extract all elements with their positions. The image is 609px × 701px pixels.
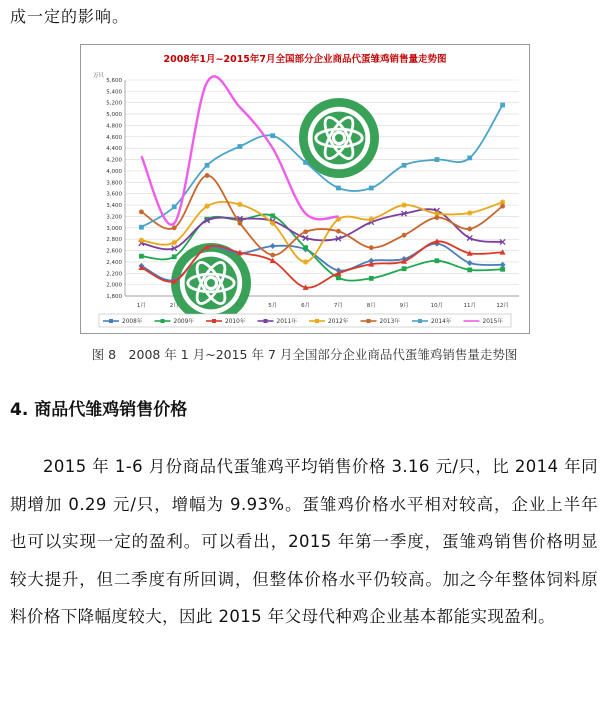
data-point-2013年 — [172, 225, 177, 230]
data-point-2013年 — [270, 253, 275, 258]
legend-label: 2013年 — [379, 319, 401, 325]
data-point-2013年 — [303, 229, 308, 234]
data-point-2014年 — [270, 133, 275, 138]
line-chart — [81, 45, 529, 333]
y-tick-label: 4,800 — [106, 123, 122, 130]
section-heading: 4. 商品代雏鸡销售价格 — [10, 400, 188, 420]
data-point-2009年 — [336, 275, 341, 280]
data-point-2014年 — [172, 204, 177, 209]
legend-marker-2013年 — [367, 319, 371, 323]
y-tick-label: 3,600 — [106, 191, 122, 198]
data-point-2014年 — [369, 186, 374, 191]
data-point-2012年 — [467, 210, 473, 216]
data-point-2009年 — [303, 245, 308, 250]
y-tick-label: 3,200 — [106, 214, 122, 221]
y-tick-label: 3,400 — [106, 203, 122, 210]
data-point-2014年 — [205, 163, 210, 168]
y-tick-label: 4,200 — [106, 157, 122, 164]
data-point-2013年 — [205, 173, 210, 178]
data-point-2012年 — [204, 203, 210, 209]
data-point-2014年 — [402, 163, 407, 168]
legend-marker-2014年 — [418, 319, 422, 323]
legend-marker-2009年 — [161, 319, 165, 323]
data-point-2009年 — [435, 258, 440, 263]
legend-label: 2009年 — [173, 319, 195, 325]
y-axis-label: 万只 — [93, 73, 105, 79]
legend-marker-2008年 — [109, 319, 113, 323]
top-text: 成一定的影响。 — [10, 7, 130, 26]
y-tick-label: 4,600 — [106, 134, 122, 141]
data-point-2013年 — [467, 227, 472, 232]
legend-label: 2008年 — [122, 319, 143, 325]
data-point-2014年 — [500, 103, 505, 108]
x-tick-label: 6月 — [301, 303, 311, 309]
y-tick-label: 1,800 — [106, 294, 122, 300]
legend-label: 2010年 — [225, 319, 246, 325]
legend-marker-2010年 — [212, 319, 216, 323]
legend-label: 2011年 — [276, 319, 298, 325]
x-tick-label: 1月 — [136, 303, 146, 309]
x-tick-label: 10月 — [430, 303, 444, 309]
figure-caption: 图 8 2008 年 1 月~2015 年 7 月全国部分企业商品代蛋雏鸡销售量走势图 — [91, 347, 518, 362]
y-tick-label: 2,600 — [106, 248, 122, 255]
data-point-2012年 — [139, 237, 145, 243]
data-point-2013年 — [336, 229, 341, 234]
data-point-2009年 — [172, 254, 177, 259]
x-tick-label: 7月 — [333, 303, 343, 309]
y-tick-label: 5,400 — [106, 89, 122, 96]
data-point-2014年 — [139, 225, 144, 230]
data-point-2009年 — [139, 254, 144, 259]
data-point-2012年 — [368, 216, 374, 222]
legend-label: 2012年 — [328, 319, 349, 325]
y-tick-label: 2,400 — [106, 259, 122, 266]
data-point-2008年 — [270, 243, 276, 249]
data-point-2012年 — [270, 220, 276, 226]
y-tick-label: 3,800 — [106, 180, 122, 187]
data-point-2009年 — [369, 276, 374, 281]
data-point-2014年 — [336, 186, 341, 191]
body-paragraph: 2015 年 1-6 月份商品代蛋雏鸡平均销售价格 3.16 元/只，比 2014 年同期增加 0.29 元/只，增幅为 9.93%。蛋雏鸡价格水平相对较高，企业上半年也可以实现一定的盈利。可以看出，2015 年第一季度，蛋雏鸡销售价格明显较大提升，但二季度有所回调，但整体价格水平仍较高。加之今年整体饲料原料价格下降幅度较大，因此 2015 年父母代种鸡企业基本都能实现盈利。 — [10, 457, 598, 626]
data-point-2014年 — [467, 155, 472, 160]
y-tick-label: 5,200 — [106, 100, 122, 107]
x-tick-label: 12月 — [496, 303, 509, 309]
data-point-2013年 — [402, 233, 407, 238]
legend-marker-2011年 — [264, 319, 268, 323]
y-tick-label: 3,000 — [106, 225, 122, 232]
data-point-2013年 — [238, 221, 243, 226]
y-tick-label: 2,000 — [106, 282, 122, 289]
data-point-2009年 — [500, 267, 505, 272]
x-tick-label: 8月 — [366, 303, 376, 309]
data-point-2008年 — [500, 262, 506, 268]
y-tick-label: 5,600 — [106, 78, 122, 84]
chart-title: 2008年1月~2015年7月全国部分企业商品代蛋雏鸡销售量走势图 — [163, 54, 447, 65]
data-point-2014年 — [435, 157, 440, 162]
data-point-2012年 — [401, 202, 407, 208]
data-point-2013年 — [500, 204, 505, 209]
data-point-2008年 — [467, 260, 473, 266]
data-point-2014年 — [303, 160, 308, 165]
y-tick-label: 2,800 — [106, 237, 122, 244]
data-point-2009年 — [402, 266, 407, 271]
data-point-2012年 — [303, 259, 309, 265]
y-tick-label: 4,400 — [106, 146, 122, 153]
legend-marker-2012年 — [315, 319, 319, 323]
data-point-2009年 — [270, 213, 275, 218]
legend-label: 2014年 — [431, 319, 452, 325]
data-point-2013年 — [369, 245, 374, 250]
legend-label: 2015年 — [482, 319, 504, 325]
x-tick-label: 9月 — [399, 303, 409, 309]
data-point-2009年 — [467, 267, 472, 272]
y-tick-label: 2,200 — [106, 271, 122, 278]
x-tick-label: 2月 — [169, 303, 179, 309]
data-point-2013年 — [435, 215, 440, 220]
x-tick-label: 11月 — [463, 303, 476, 309]
data-point-2012年 — [171, 240, 177, 246]
data-point-2013年 — [139, 209, 144, 214]
data-point-2012年 — [237, 202, 243, 208]
y-tick-label: 4,000 — [106, 168, 122, 175]
chart-container — [80, 44, 530, 334]
y-tick-label: 5,000 — [106, 112, 122, 119]
data-point-2014年 — [238, 144, 243, 149]
x-tick-label: 5月 — [268, 303, 278, 309]
